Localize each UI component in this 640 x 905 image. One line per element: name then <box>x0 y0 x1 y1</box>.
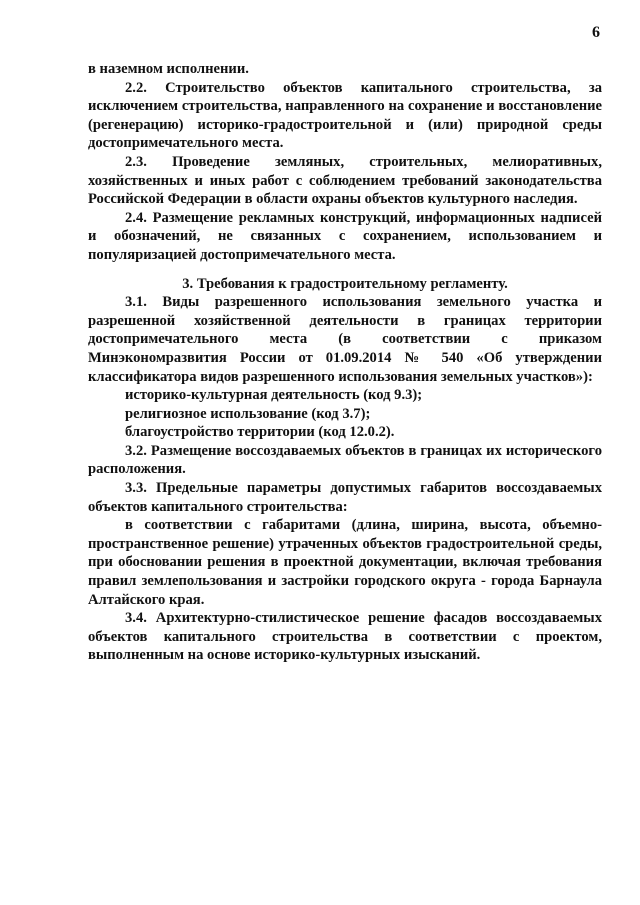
paragraph-2-2: 2.2. Строительство объектов капитального строительства, за исключением строительства, направленного на сохранение и восстановление (регенерацию) историко-градостроительной и (или) природной среды достопримечательного места. <box>88 79 602 152</box>
paragraph-2-3: 2.3. Проведение земляных, строительных, мелиоративных, хозяйственных и иных работ с соблюдением требований законодательства Российской Федерации в области охраны объектов культурного наследия. <box>88 153 602 208</box>
paragraph-2-4: 2.4. Размещение рекламных конструкций, информационных надписей и обозначений, не связанных с сохранением, использованием и популяризацией достопримечательного места. <box>88 209 602 263</box>
list-item-code-9-3: историко-культурная деятельность (код 9.3); <box>125 387 423 404</box>
paragraph-3-1: 3.1. Виды разрешенного использования земельного участка и разрешенной хозяйственной деятельности в границах территории достопримечательного места (в соответствии с приказом Минэкономразвития России от 01.09.2014 № 540 «Об утверждении классификатора видов разрешенного использования земельных участков»): <box>88 294 602 385</box>
paragraph-3-3-detail: в соответствии с габаритами (длина, ширина, высота, объемно-пространственное решение) утраченных объектов градостроительной среды, при обосновании решения в проектной документации, включая требования правил землепользования и застройки городского округа - города Барнаула Алтайского края. <box>88 517 602 608</box>
page-number: 6 <box>592 24 600 41</box>
document-body <box>88 60 602 665</box>
paragraph-3-2: 3.2. Размещение воссоздаваемых объектов в границах их исторического расположения. <box>88 442 602 478</box>
paragraph-3-4: 3.4. Архитектурно-стилистическое решение фасадов воссоздаваемых объектов капитального строительства в соответствии с проектом, выполненным на основе историко-культурных изысканий. <box>88 610 602 664</box>
section-heading-3: 3. Требования к градостроительному регламенту. <box>182 275 508 292</box>
list-item-code-3-7: религиозное использование (код 3.7); <box>125 405 371 422</box>
paragraph-continuation: в наземном исполнении. <box>88 61 249 77</box>
paragraph-3-3: 3.3. Предельные параметры допустимых габаритов воссоздаваемых объектов капитального строительства: <box>88 480 602 515</box>
list-item-code-12-0-2: благоустройство территории (код 12.0.2). <box>125 424 395 441</box>
